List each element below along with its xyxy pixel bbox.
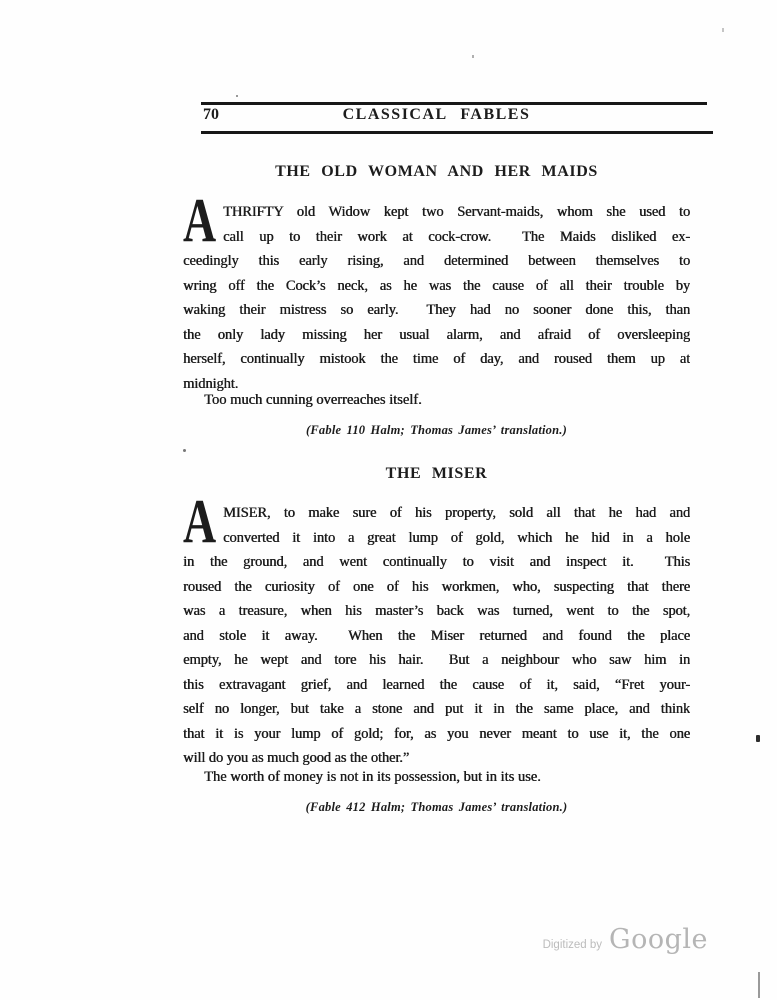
- scan-artifact-speck: [722, 28, 724, 32]
- text-line: ceedingly this early rising, and determined between themselves to: [183, 253, 690, 269]
- text-line: in the ground, and went continually to visit and inspect it. This: [183, 554, 690, 570]
- text-line: MISER, to make sure of his property, sold all that he had and: [223, 505, 690, 521]
- text-line: waking their mistress so early. They had no sooner done this, than: [183, 302, 690, 318]
- text-line: call up to their work at cock-crow. The Maids disliked ex-: [223, 228, 690, 245]
- page-number: 70: [203, 106, 219, 123]
- text-line: herself, continually mistook the time of day, and roused them up at: [183, 351, 690, 367]
- drop-cap: A: [183, 187, 217, 255]
- text-line: the only lady missing her usual alarm, and afraid of oversleeping: [183, 326, 690, 343]
- text-line: roused the curiosity of one of his workmen, who, suspecting that there: [183, 578, 690, 595]
- citation-line: (Fable 110 Halm; Thomas James’ translation.): [306, 423, 567, 437]
- scan-artifact-speck: [236, 95, 238, 97]
- scan-artifact-dot: [183, 449, 186, 452]
- fable-title-old-woman: THE OLD WOMAN AND HER MAIDS: [275, 163, 598, 180]
- running-header-title: CLASSICAL FABLES: [342, 106, 531, 123]
- citation-line: (Fable 412 Halm; Thomas James’ translation.): [305, 800, 568, 814]
- digitized-by-label: Digitized by: [542, 939, 603, 951]
- digitized-by-watermark: [543, 924, 708, 955]
- fable-title-miser: THE MISER: [385, 465, 488, 482]
- text-line: and stole it away. When the Miser returned and found the place: [183, 627, 690, 644]
- text-line: that it is your lump of gold; for, as you never meant to use it, the one: [183, 725, 690, 742]
- scan-artifact-mark: [756, 735, 760, 742]
- moral-line: The worth of money is not in its possession, but in its use.: [204, 769, 541, 785]
- header-rule-bottom: [201, 131, 713, 134]
- google-logo-text: Google: [609, 924, 708, 955]
- text-line: was a treasure, when his master’s back was turned, went to the spot,: [183, 603, 690, 619]
- text-line: midnight.: [183, 375, 239, 392]
- scan-artifact-speck: [472, 55, 474, 58]
- text-line: wring off the Cock’s neck, as he was the cause of all their trouble by: [183, 277, 690, 294]
- drop-cap: A: [183, 488, 217, 556]
- header-rule-top: [201, 102, 707, 105]
- text-line: THRIFTY old Widow kept two Servant-maids, whom she used to: [223, 204, 690, 220]
- text-line: this extravagant grief, and learned the cause of it, said, “Fret your-: [183, 676, 690, 693]
- text-line: self no longer, but take a stone and put it in the same place, and think: [183, 701, 690, 717]
- moral-line: Too much cunning overreaches itself.: [204, 392, 422, 408]
- fable-paragraph: [183, 488, 690, 771]
- text-line: empty, he wept and tore his hair. But a neighbour who saw him in: [183, 652, 690, 668]
- fable-paragraph: [183, 187, 690, 396]
- text-line: will do you as much good as the other.”: [183, 750, 410, 766]
- scan-artifact-edge-tick: [758, 972, 760, 998]
- text-line: converted it into a great lump of gold, which he hid in a hole: [223, 529, 690, 546]
